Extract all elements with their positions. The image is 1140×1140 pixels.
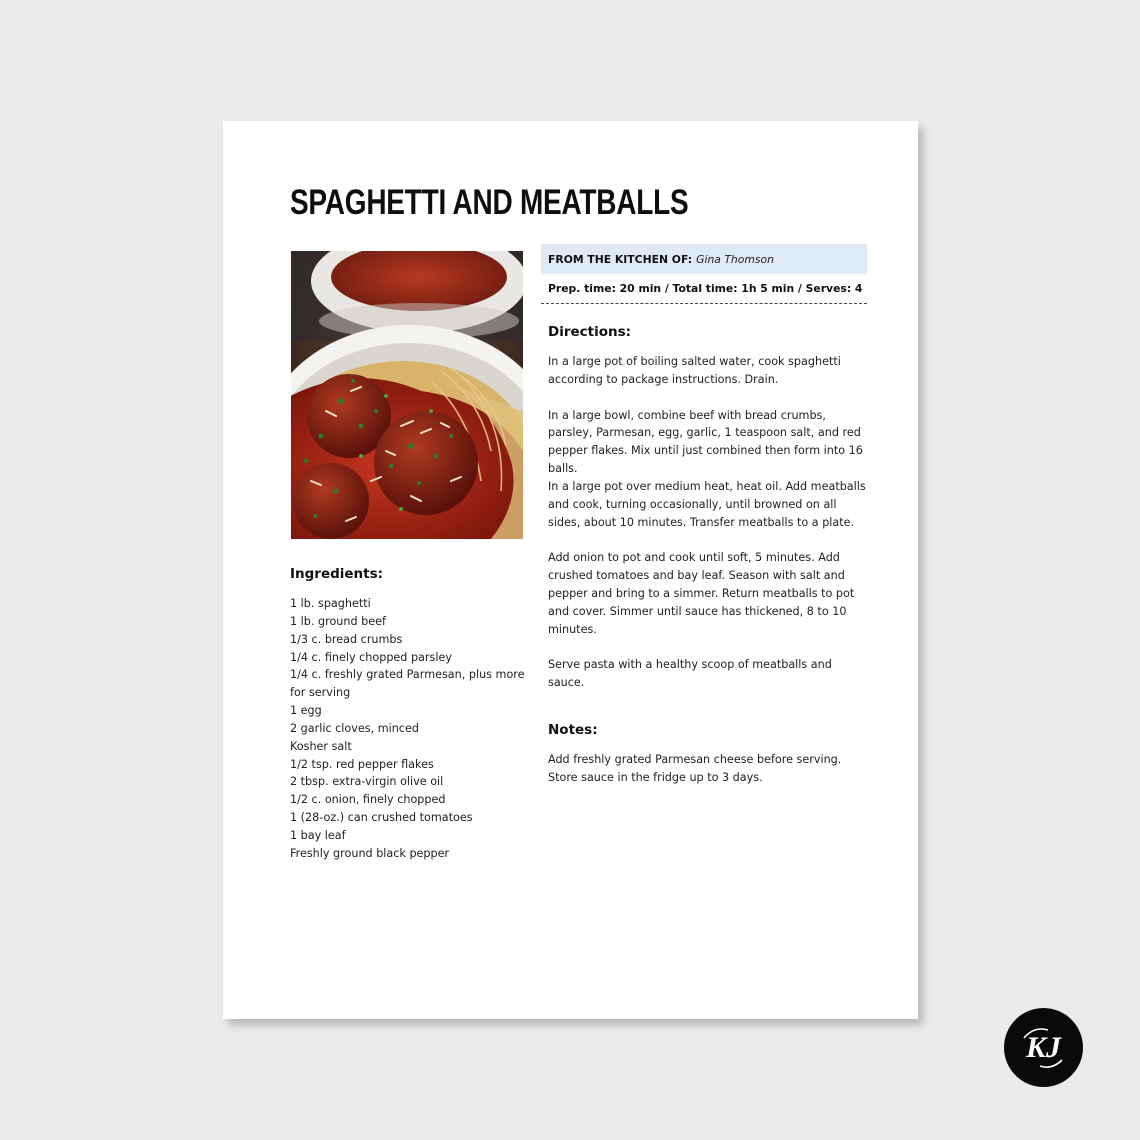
kitchen-label: FROM THE KITCHEN OF: (548, 252, 693, 266)
ingredient-item: 1/2 tsp. red pepper flakes (290, 757, 434, 771)
direction-step: In a large pot over medium heat, heat oil. Add meatballs and cook, turning occasionally, until browned on all sides, about 10 minutes. Transfer meatballs to a plate. (548, 479, 866, 529)
notes-heading: Notes: (548, 722, 598, 739)
ingredient-item: 1/2 c. onion, finely chopped (290, 793, 446, 807)
ingredient-item: 1/4 c. finely chopped parsley (290, 650, 452, 664)
direction-step: Add onion to pot and cook until soft, 5 minutes. Add crushed tomatoes and bay leaf. Season with salt and pepper and bring to a simmer. Return meatballs to pot and cover. Simmer until sauce has thickened, 8 to 10 minutes. (548, 551, 855, 636)
ingredients-heading: Ingredients: (290, 566, 384, 582)
ingredient-item: 2 tbsp. extra-virgin olive oil (290, 775, 444, 789)
ingredients-section (290, 564, 530, 863)
ingredient-item: Freshly ground black pepper (290, 846, 450, 860)
recipe-card (223, 121, 918, 1019)
ingredient-item: 1/4 c. freshly grated Parmesan, plus more for serving (290, 668, 525, 700)
kitchen-name: Gina Thomson (696, 252, 774, 266)
logo-text: KJ (1025, 1031, 1062, 1064)
ingredient-item: 1 lb. ground beef (290, 614, 386, 628)
ingredient-item: 1 bay leaf (290, 828, 346, 842)
recipe-photo (291, 251, 523, 539)
ingredient-item: 1 (28-oz.) can crushed tomatoes (290, 811, 473, 825)
ingredient-item: 2 garlic cloves, minced (290, 721, 419, 735)
note-line: Add freshly grated Parmesan cheese before serving. (548, 753, 842, 767)
ingredient-item: 1/3 c. bread crumbs (290, 632, 403, 646)
brand-logo (1004, 1008, 1083, 1087)
ingredient-item: 1 lb. spaghetti (290, 597, 371, 610)
recipe-title: SPAGHETTI AND MEATBALLS (290, 183, 689, 222)
direction-step: In a large pot of boiling salted water, cook spaghetti according to package instructions. Drain. (548, 355, 841, 386)
ingredient-item: 1 egg (290, 704, 322, 718)
ingredient-item: Kosher salt (290, 739, 352, 753)
note-line: Store sauce in the fridge up to 3 days. (548, 770, 763, 784)
directions-heading: Directions: (548, 324, 632, 340)
ingredients-list (290, 595, 530, 863)
direction-step: Serve pasta with a healthy scoop of meatballs and sauce. (548, 658, 832, 690)
kitchen-bar (541, 244, 867, 274)
recipe-times: Prep. time: 20 min / Total time: 1h 5 min / Serves: 4 (541, 274, 867, 304)
direction-step: In a large bowl, combine beef with bread crumbs, parsley, Parmesan, egg, garlic, 1 teaspoon salt, and red pepper flakes. Mix until just combined then form into 16 balls. (548, 408, 863, 476)
recipe-details (541, 244, 867, 787)
